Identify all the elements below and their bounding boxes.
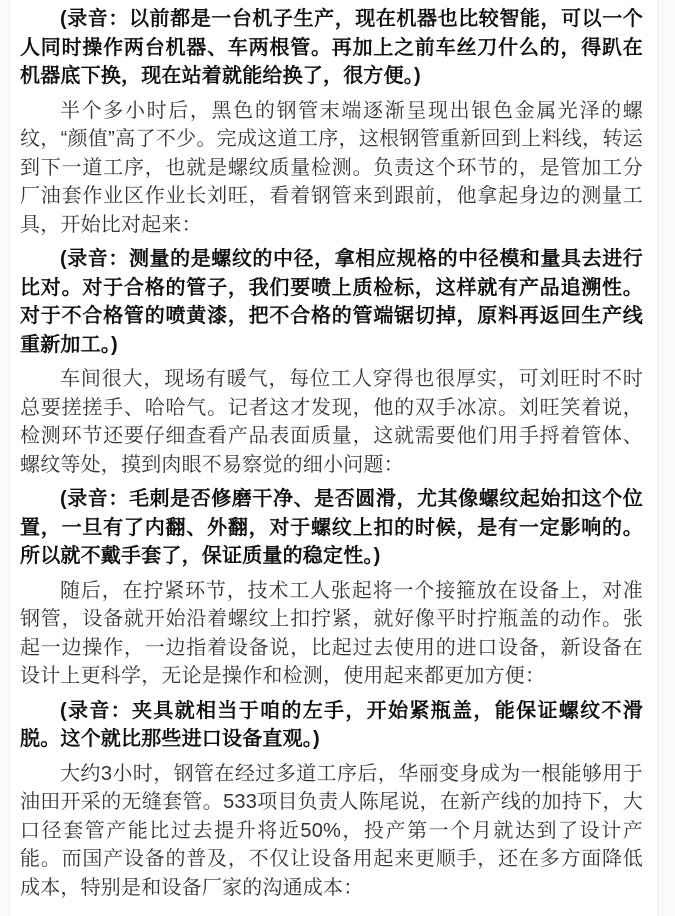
paragraph-recording-quote-2: (录音：测量的是螺纹的中径，拿相应规格的中径模和量具去进行比对。对于合格的管子，我们要喷上质检标，这样就有产品追溯性。对于不合格管的喷黄漆，把不合格的管端锯切掉，原料再返回生产线重新加工。) bbox=[20, 248, 643, 356]
paragraph-narration-3: 随后，在拧紧环节，技术工人张起将一个接箍放在设备上，对准钢管，设备就开始沿着螺纹上扣拧紧，就好像平时拧瓶盖的动作。张起一边操作，一边指着设备说，比起过去使用的进口设备，新设备在设计上更科学，无论是操作和检测，使用起来都更加方便： bbox=[20, 579, 643, 687]
article-body bbox=[20, 5, 643, 902]
article-card bbox=[9, 0, 658, 916]
paragraph-recording-quote-3: (录音：毛刺是否修磨干净、是否圆滑，尤其像螺纹起始扣这个位置，一旦有了内翻、外翻，对于螺纹上扣的时候，是有一定影响的。所以就不戴手套了，保证质量的稳定性。) bbox=[20, 488, 643, 567]
paragraph-recording-quote-4: (录音：夹具就相当于咱的左手，开始紧瓶盖，能保证螺纹不滑脱。这个就比那些进口设备直观。) bbox=[20, 699, 643, 750]
paragraph-narration-2: 车间很大，现场有暖气，每位工人穿得也很厚实，可刘旺时不时总要搓搓手、哈哈气。记者这才发现，他的双手冰凉。刘旺笑着说，检测环节还要仔细查看产品表面质量，这就需要他们用手捋着管体、螺纹等处，摸到肉眼不易察觉的细小问题： bbox=[20, 368, 643, 476]
paragraph-narration-1: 半个多小时后，黑色的钢管末端逐渐呈现出银色金属光泽的螺纹，“颜值”高了不少。完成这道工序，这根钢管重新回到上料线，转运到下一道工序，也就是螺纹质量检测。负责这个环节的，是管加工分厂油套作业区作业长刘旺，看着钢管来到跟前，他拿起身边的测量工具，开始比对起来： bbox=[20, 99, 643, 236]
paragraph-narration-4: 大约3小时，钢管在经过多道工序后，华丽变身成为一根能够用于油田开采的无缝套管。533项目负责人陈尾说，在新产线的加持下，大口径套管产能比过去提升将近50%，投产第一个月就达到了设计产能。而国产设备的普及，不仅让设备用起来更顺手，还在多方面降低成本，特别是和设备厂家的沟通成本： bbox=[20, 762, 643, 899]
paragraph-recording-quote-1: (录音：以前都是一台机子生产，现在机器也比较智能，可以一个人同时操作两台机器、车两根管。再加上之前车丝刀什么的，得趴在机器底下换，现在站着就能给换了，很方便。) bbox=[20, 8, 643, 87]
